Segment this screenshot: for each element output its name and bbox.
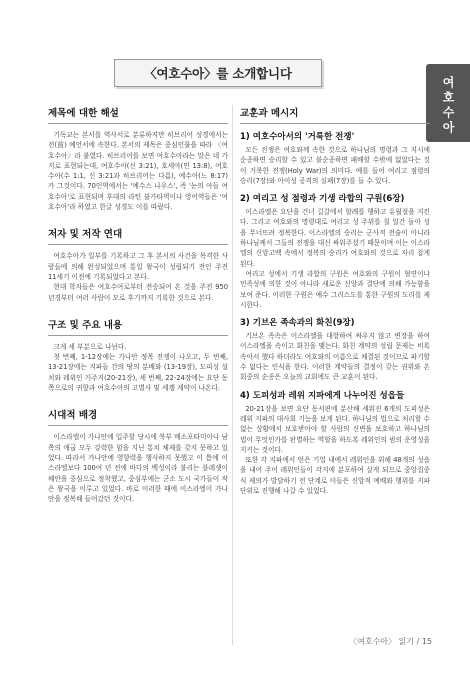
lesson-paragraph: 기브온 족속은 이스라엘을 대항하여 싸우지 않고 변장을 하여 이스라엘을 속이고 화친을 맺는다. 화친 계약의 성립 문제는 비록 속아서 했다 하더라도 여호와의 이름으로 체결된 것이므로 파기할 수 없다는 인식을 한다. 이러한 계약들의 결정이 갖는 권위와 온 회중의 순종은 오늘의 교회에도 큰 교훈이 된다.: [240, 332, 430, 382]
lesson-paragraph: 모든 전쟁은 여호와께 속한 것으로 하나님의 명령과 그 지시에 순종하면 승리할 수 있고 불순종하면 패배할 수밖에 없었다는 것이 거룩한 전쟁(Holy War)의 의미다. 예를 들어 여리고 점령의 승리(7장)와 아이성 공격의 실패(7장)를 들 수 있다.: [240, 146, 430, 185]
lesson-paragraph: 여리고 성에서 기생 라합의 구원은 여호와의 구원이 혈연이나 민족성에 의한 것이 아니라 새로운 신앙과 결단에 의해 가능함을 보여 준다. 이러한 구원은 예수 그리스도를 통한 구원의 도리를 제시한다.: [240, 269, 430, 309]
section-paragraph: 기독교는 본서를 역사서로 분류하지만 히브리어 성경에서는 전(前) 예언서에 속한다. 본서의 제목은 중심인물을 따라 〈여호수아〉라 붙였다. 히브리어를 보면 여호수아라는 말은 네 가지로 표현되는데, 여호수아(신 3:21), 호세아(민 13:8), 여호수아(수 1:1, 신 3:21과 히브리어는 다름), 예수아(느 8:17)가 그것이다. 70인역에서는 '예수스 나우스', 즉 '눈의 아들 여호수아'로 표현되며 후대의 라틴 불가타역이나 영어역들은 '여호수아'라 하였고 한글 성경도 이를 따랐다.: [48, 131, 228, 212]
section-paragraph: 크게 세 부분으로 나뉜다.: [53, 342, 127, 351]
section-paragraph: 첫 번째, 1-12장에는 가나안 정복 전쟁이 나오고, 두 번째, 13-21장에는 지파들 간의 땅의 분배와 (13-19장), 도피성 설치와 레위인 거주지(20-21장), 세 번째, 22-24장에는 요단 동쪽으로의 귀향과 여호수아의 고별사 및 세겜 계약이 나온다.: [48, 353, 228, 393]
section-paragraph: 현대 학자들은 여호수아로부터 전승되어 온 것을 주전 950년경부터 여러 사람이 모로 후기까지 기록한 것으로 본다.: [48, 283, 228, 302]
lesson-paragraph: 이스라엘은 요단을 건너 길갈에서 할례를 행하고 유월절을 지킨다. 그리고 여호와의 명령대로 여리고 성 주위를 칠 일간 돌아 성을 무너뜨려 정복한다. 이스라엘의 승리는 군사적 전술이 아니라 하나님께서 그들의 전쟁을 대신 싸워주셨기 때문이며 이는 이스라엘의 신앙고백 속에서 정복의 승리가 여호와의 것으로 자리 잡게 된다.: [240, 208, 430, 268]
footer-text: 〈여호수아〉 읽기 / 15: [349, 637, 432, 646]
lesson-heading: 4) 도피성과 레위 지파에게 나누어진 성읍들: [240, 390, 405, 401]
lesson-heading: 2) 여리고 성 점령과 기생 라합의 구원(6장): [240, 194, 405, 205]
side-tab-label: 여호수아: [441, 76, 455, 136]
lesson-heading: 3) 기브온 족속과의 화친(9장): [240, 318, 355, 329]
chapter-banner: [114, 59, 322, 87]
section-title-explanation: 제목에 대한 해설: [48, 105, 228, 124]
section-title-background: 시대적 배경: [48, 407, 228, 426]
banner-title: 〈여호수아〉를 소개합니다: [144, 66, 292, 81]
section-title-author: 저자 및 저작 연대: [48, 226, 228, 245]
section-title-lessons: 교훈과 메시지: [240, 105, 430, 124]
lesson-heading: 1) 여호수아서의 '거룩한 전쟁': [240, 132, 355, 142]
book-side-tab: [426, 64, 470, 142]
column-divider: [232, 105, 233, 645]
section-paragraph: 여호수아가 일부를 기록하고 그 후 본서의 사건을 목격한 사람들에 의해 완성되었으며 통일 왕국이 성립되기 전인 주전 11세기 이전에 기록되었다고 본다.: [48, 252, 228, 281]
section-title-structure: 구조 및 주요 내용: [48, 317, 228, 336]
lesson-paragraph: 또한 각 지파에서 얻은 기업 내에서 레위인을 위해 48개의 성읍을 내어 주어 레위인들이 각지에 분포하여 살게 되므로 중앙집중식 제의가 발달하기 전 단계로 이들은 신앙적 예배와 행위를 지파 단위로 진행해 나갈 수 있었다.: [240, 456, 430, 496]
left-column: [48, 105, 228, 504]
right-column: [240, 105, 430, 496]
section-paragraph: 이스라엘이 가나안에 입주할 당시에 북부 메소포타미아나 남쪽의 애굽 모두 강력한 힘을 지닌 통치 체제를 갖지 못하고 있었다. 따라서 가나안에 영향력을 행사하지 못했고 이 틈에 이스라엘보다 100여 년 전에 바다의 백성이라 불리는 블레셋이 해안을 중심으로 정착했고, 중심부에는 군소 도시 국가들이 작은 왕국을 이루고 있었다. 바로 이러한 때에 이스라엘이 가나안을 정복해 들어갔던 것이다.: [48, 433, 228, 504]
lesson-paragraph: 20-21장을 보면 요단 동서편에 분산해 세워진 6개의 도피성은 레위 지파의 대사회 기능을 보게 된다. 하나님의 법으로 처리할 수 없는 상황에서 보호받아야 할 사람의 신변을 보호하고 하나님의 법이 무엇인가를 판별하는 역할을 하도록 레위인의 범의 운영성을 지키는 것이다.: [240, 404, 430, 454]
page-footer: [349, 636, 432, 647]
